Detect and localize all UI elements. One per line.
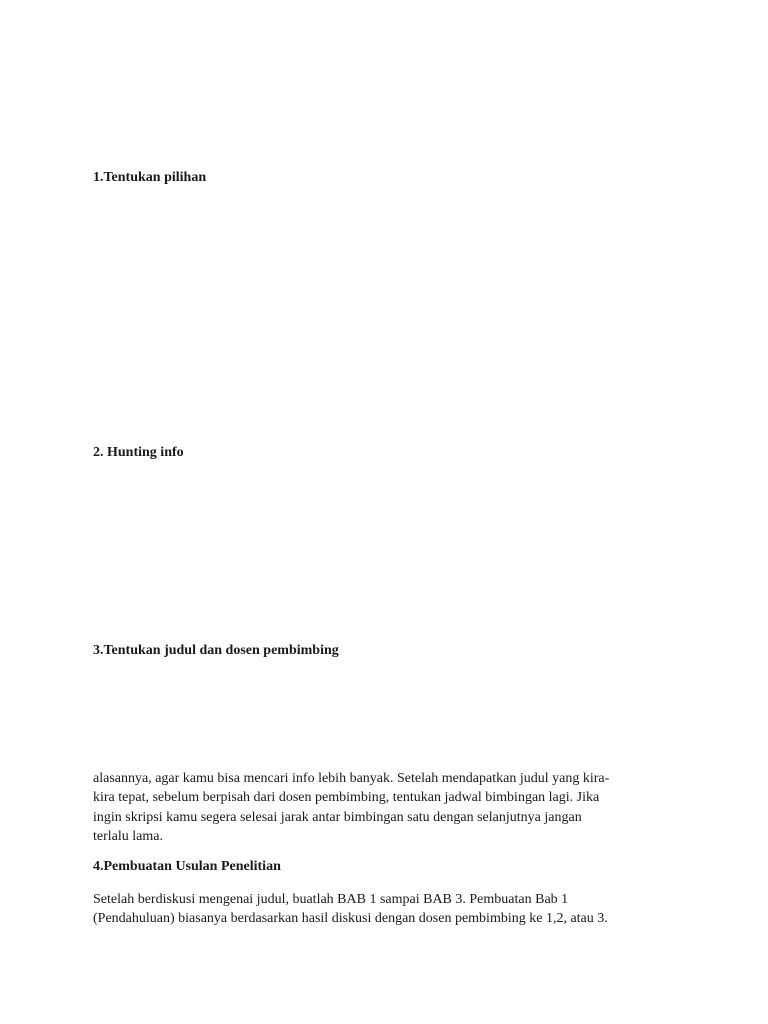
paragraph-line: terlalu lama.	[93, 828, 163, 844]
paragraph-line: (Pendahuluan) biasanya berdasarkan hasil diskusi dengan dosen pembimbing ke 1,2, atau 3.	[93, 911, 608, 927]
paragraph-line: kira tepat, sebelum berpisah dari dosen pembimbing, tentukan jadwal bimbingan lagi. Jika	[93, 790, 600, 806]
heading-pembuatan-usulan: 4.Pembuatan Usulan Penelitian	[93, 859, 281, 874]
paragraph-bimbingan	[93, 769, 673, 846]
heading-hunting-info: 2. Hunting info	[93, 445, 184, 460]
heading-tentukan-pilihan: 1.Tentukan pilihan	[93, 170, 207, 185]
paragraph-line: ingin skripsi kamu segera selesai jarak antar bimbingan satu dengan selanjutnya jangan	[93, 809, 582, 825]
paragraph-line: Setelah berdiskusi mengenai judul, buatlah BAB 1 sampai BAB 3. Pembuatan Bab 1	[93, 892, 569, 907]
paragraph-bab	[93, 890, 673, 929]
heading-tentukan-judul: 3.Tentukan judul dan dosen pembimbing	[93, 643, 339, 658]
paragraph-line: alasannya, agar kamu bisa mencari info lebih banyak. Setelah mendapatkan judul yang kira-	[93, 771, 610, 786]
